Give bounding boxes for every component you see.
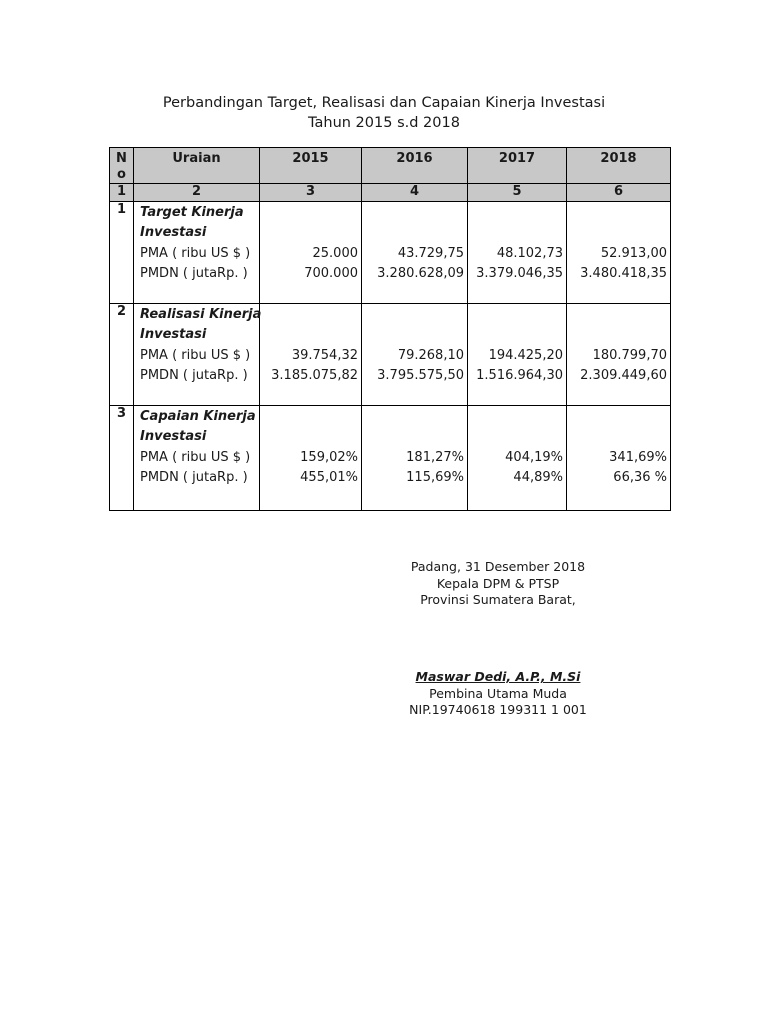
- table-row-realisasi: [110, 304, 671, 406]
- row-description: [134, 406, 260, 511]
- row-number: 3: [110, 406, 134, 511]
- value-cell-2015: [260, 202, 362, 304]
- pmdn-value: 2.309.449,60: [580, 367, 667, 383]
- pma-value: 79.268,10: [397, 347, 464, 363]
- row-description: [134, 304, 260, 406]
- document-title: Perbandingan Target, Realisasi dan Capaian Kinerja Investasi: [162, 95, 606, 111]
- province: Provinsi Sumatera Barat,: [420, 592, 576, 607]
- pmdn-label: PMDN ( jutaRp. ): [140, 367, 248, 383]
- index-cell: 5: [468, 184, 567, 202]
- value-cell-2016: [362, 202, 468, 304]
- table-header-row: [110, 148, 671, 184]
- pma-value: 43.729,75: [397, 245, 464, 261]
- pmdn-label: PMDN ( jutaRp. ): [140, 469, 248, 485]
- pmdn-value: 44,89%: [513, 469, 563, 485]
- signature-block: [348, 559, 648, 609]
- pmdn-value: 115,69%: [406, 469, 464, 485]
- pma-value: 341,69%: [609, 449, 667, 465]
- row-description: [134, 202, 260, 304]
- signatory-name: Maswar Dedi, A.P., M.Si: [415, 669, 581, 684]
- header-year-2015: 2015: [260, 148, 362, 184]
- row-title-line2: Investasi: [140, 327, 207, 343]
- row-number: 1: [110, 202, 134, 304]
- table-row-target: [110, 202, 671, 304]
- value-cell-2017: [468, 304, 567, 406]
- place-date: Padang, 31 Desember 2018: [410, 559, 586, 574]
- table-row-capaian: [110, 406, 671, 511]
- signatory-rank: Pembina Utama Muda: [429, 685, 567, 701]
- pma-value: 404,19%: [505, 449, 563, 465]
- pmdn-value: 3.480.418,35: [580, 265, 667, 281]
- signatory-block: [348, 669, 648, 719]
- row-title-line1: Target Kinerja: [140, 205, 244, 220]
- value-cell-2017: [468, 202, 567, 304]
- pma-value: 39.754,32: [291, 347, 358, 363]
- header-no: N o: [110, 148, 134, 184]
- pma-label: PMA ( ribu US $ ): [140, 245, 251, 261]
- pmdn-value: 455,01%: [300, 469, 358, 485]
- pma-value: 181,27%: [406, 449, 464, 465]
- index-cell: 3: [260, 184, 362, 202]
- value-cell-2015: [260, 406, 362, 511]
- pmdn-value: 700.000: [304, 265, 358, 281]
- pma-value: 180.799,70: [592, 347, 667, 363]
- row-title-line2: Investasi: [140, 429, 207, 445]
- row-number: 2: [110, 304, 134, 406]
- value-cell-2018: [567, 406, 671, 511]
- official-position: Kepala DPM & PTSP: [436, 575, 560, 591]
- value-cell-2016: [362, 304, 468, 406]
- header-uraian: Uraian: [134, 148, 260, 184]
- header-year-2017: 2017: [468, 148, 567, 184]
- header-year-2018: 2018: [567, 148, 671, 184]
- index-cell: 4: [362, 184, 468, 202]
- pmdn-value: 3.379.046,35: [476, 265, 563, 281]
- pmdn-value: 3.185.075,82: [271, 367, 358, 383]
- pmdn-value: 3.280.628,09: [377, 265, 464, 281]
- index-cell: 1: [110, 184, 134, 202]
- signatory-nip: NIP.19740618 199311 1 001: [409, 702, 587, 717]
- value-cell-2016: [362, 406, 468, 511]
- index-cell: 6: [567, 184, 671, 202]
- row-title-line1: Capaian Kinerja: [140, 409, 256, 424]
- value-cell-2018: [567, 304, 671, 406]
- pma-value: 48.102,73: [496, 245, 563, 261]
- pma-value: 159,02%: [300, 449, 358, 465]
- index-cell: 2: [134, 184, 260, 202]
- pma-value: 52.913,00: [600, 245, 667, 261]
- pmdn-value: 1.516.964,30: [476, 367, 563, 383]
- pma-label: PMA ( ribu US $ ): [140, 347, 251, 363]
- value-cell-2018: [567, 202, 671, 304]
- pma-value: 25.000: [312, 245, 358, 261]
- document-subtitle: Tahun 2015 s.d 2018: [308, 115, 460, 131]
- row-title-line2: Investasi: [140, 225, 207, 241]
- pmdn-value: 66,36 %: [613, 469, 667, 485]
- row-title-line1: Realisasi Kinerja: [140, 307, 262, 322]
- pma-label: PMA ( ribu US $ ): [140, 449, 251, 465]
- table-index-row: [110, 184, 671, 202]
- pmdn-value: 3.795.575,50: [377, 367, 464, 383]
- pma-value: 194.425,20: [488, 347, 563, 363]
- pmdn-label: PMDN ( jutaRp. ): [140, 265, 248, 281]
- header-year-2016: 2016: [362, 148, 468, 184]
- value-cell-2015: [260, 304, 362, 406]
- value-cell-2017: [468, 406, 567, 511]
- investment-performance-table: [109, 147, 671, 511]
